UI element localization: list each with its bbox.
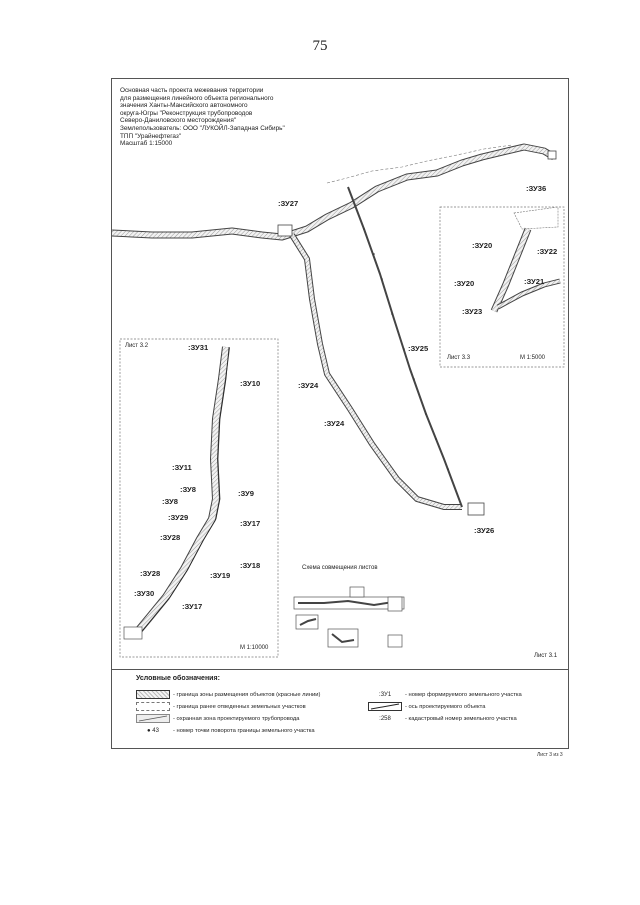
legend-item: :ЗУ1 - номер формируемого земельного участка xyxy=(368,690,522,699)
parcel-label: :ЗУ23 xyxy=(462,307,483,316)
title-line: Северо-Даниловского месторождения" xyxy=(120,117,237,125)
parcel-label: :ЗУ20 xyxy=(472,241,493,250)
parcel-label: :ЗУ36 xyxy=(526,184,547,193)
allotted-plots-swatch xyxy=(136,702,170,711)
title-line: значения Ханты-Мансийского автономного xyxy=(120,102,248,110)
map-area xyxy=(112,79,568,669)
parcel-label: :ЗУ9 xyxy=(238,489,254,498)
parcel-number-sample: :ЗУ1 xyxy=(378,691,392,698)
title-line: Основная часть проекта межевания территории xyxy=(120,87,264,94)
turning-point-sample: ● 43 xyxy=(147,727,159,734)
inset-left-title: Лист 3.2 xyxy=(125,343,149,349)
map-sheet-frame xyxy=(111,78,569,749)
parcel-label: :ЗУ31 xyxy=(188,343,209,352)
title-line: ТПП "Урайнефтегаз" xyxy=(120,132,182,140)
parcel-label: :ЗУ30 xyxy=(134,589,155,598)
parcel-label: :ЗУ24 xyxy=(324,419,345,428)
parcel-label: :ЗУ28 xyxy=(140,569,161,578)
parcel-label: :ЗУ20 xyxy=(454,279,475,288)
parcel-label: :ЗУ11 xyxy=(172,463,192,472)
inset-right-title: Лист 3.3 xyxy=(447,355,471,361)
title-line: для размещения линейного объекта регионального xyxy=(120,94,274,102)
map-legend xyxy=(112,669,568,749)
sheet-combination-scheme xyxy=(294,587,404,647)
legend-item: - охранная зона проектируемого трубопровода xyxy=(136,714,299,723)
parcel-label: :ЗУ18 xyxy=(240,561,261,570)
parcel-label: :ЗУ25 xyxy=(408,344,429,353)
parcel-label: :ЗУ28 xyxy=(160,533,181,542)
parcel-label: :ЗУ17 xyxy=(240,519,261,528)
protection-zone-swatch xyxy=(136,714,170,723)
title-line: округа-Югры "Реконструкция трубопроводов xyxy=(120,109,253,117)
legend-item: - ось проектируемого объекта xyxy=(368,702,485,711)
page-number: 75 xyxy=(312,38,328,54)
title-line: Землепользователь: ООО "ЛУКОЙЛ-Западная Сибирь" xyxy=(120,124,285,132)
parcel-label: :ЗУ8 xyxy=(180,485,196,494)
legend-item: :258 - кадастровый номер земельного участка xyxy=(368,714,517,723)
legend-item: ● 43 - номер точки поворота границы земельного участка xyxy=(136,726,315,735)
inset-left-scale: М 1:10000 xyxy=(240,645,269,651)
parcel-label: :ЗУ21 xyxy=(524,277,545,286)
inset-right-scale: М 1:5000 xyxy=(520,355,546,361)
parcel-label: :ЗУ8 xyxy=(162,497,178,506)
sheet-footer: Лист 3 из 3 xyxy=(537,752,563,758)
parcel-label: :ЗУ26 xyxy=(474,526,495,535)
map-title-block xyxy=(120,87,350,148)
parcel-label: :ЗУ10 xyxy=(240,379,261,388)
cadastral-number-sample: :258 xyxy=(379,715,391,722)
parcel-label: :ЗУ27 xyxy=(278,199,299,208)
scheme-title: Схема совмещения листов xyxy=(302,565,378,571)
sheet-label: Лист 3.1 xyxy=(534,653,558,659)
parcel-label: :ЗУ17 xyxy=(182,602,203,611)
legend-title: Условные обозначения: xyxy=(136,675,220,682)
zone-boundary-swatch xyxy=(136,690,170,699)
map-drawing xyxy=(112,79,568,669)
branch-zu24 xyxy=(292,235,462,507)
object-axis-swatch xyxy=(368,702,402,711)
point-dot-icon: ● xyxy=(147,727,153,734)
parcel-label: :ЗУ29 xyxy=(168,513,189,522)
parcel-label: :ЗУ24 xyxy=(298,381,319,390)
title-line: Масштаб 1:15000 xyxy=(120,140,173,148)
parcel-label: :ЗУ22 xyxy=(537,247,558,256)
parcel-label: :ЗУ19 xyxy=(210,571,231,580)
legend-item: - граница ранее отведенных земельных участков xyxy=(136,702,306,711)
legend-item: - граница зоны размещения объектов (красные линии) xyxy=(136,690,320,699)
